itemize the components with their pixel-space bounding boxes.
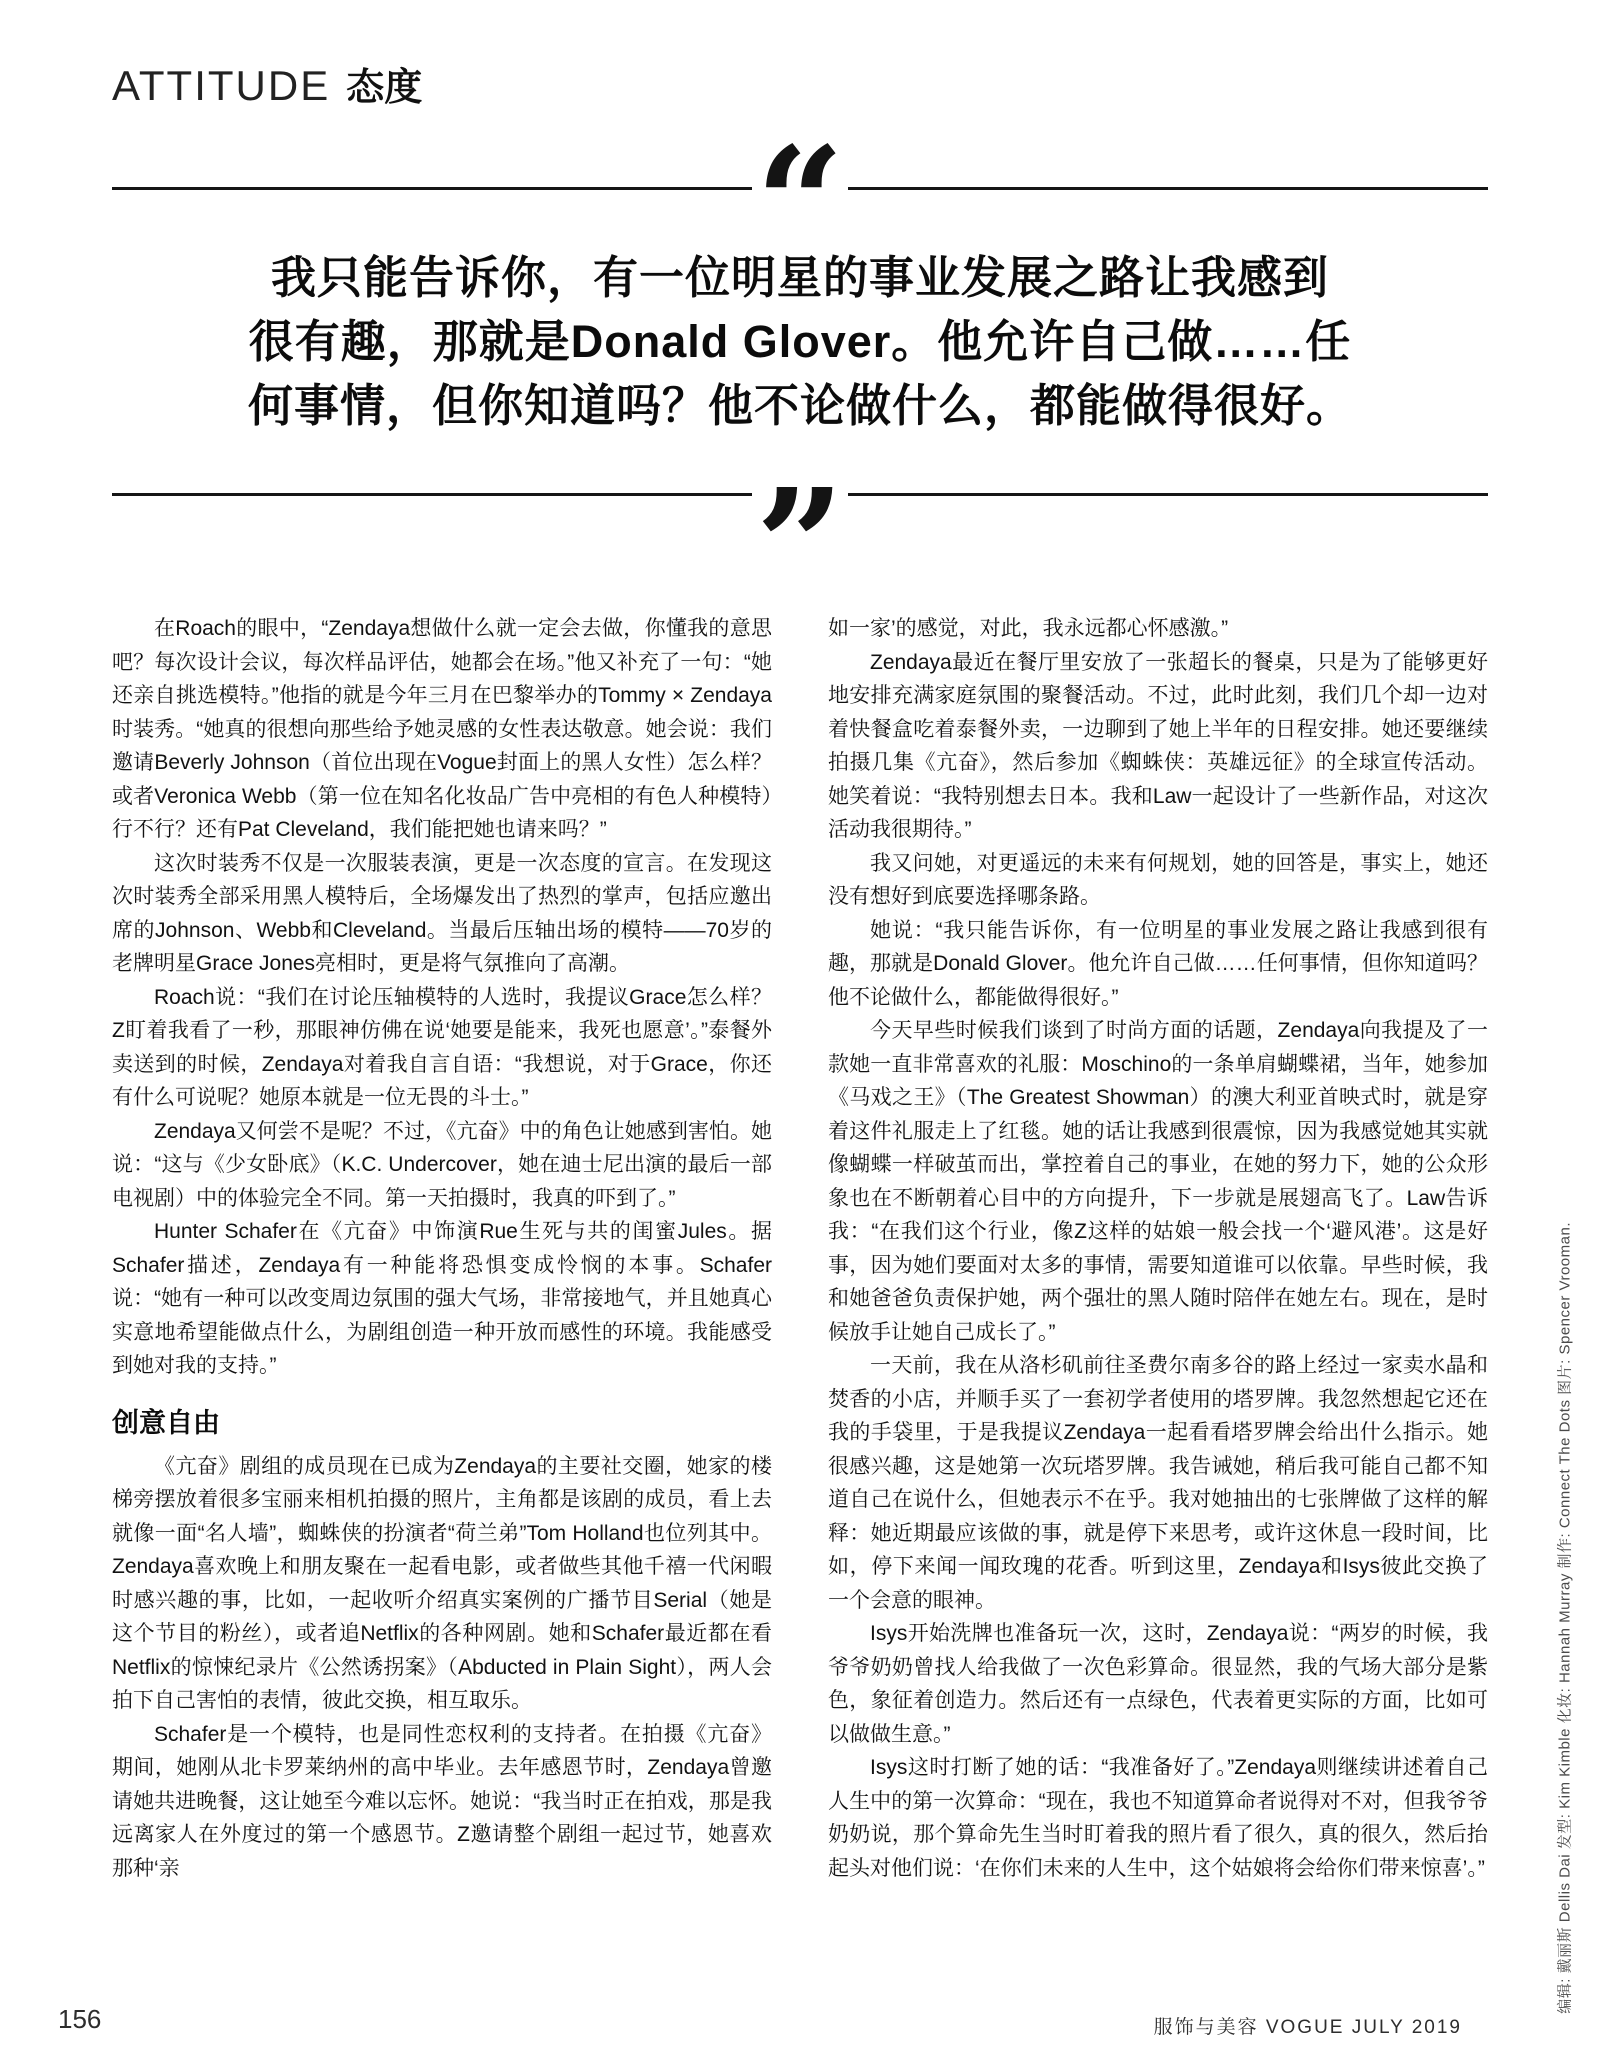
- open-quote-icon: “: [755, 112, 845, 295]
- paragraph: Roach说：“我们在讨论压轴模特的人选时，我提议Grace怎么样？Z盯着我看了一秒，那眼神仿佛在说‘她要是能来，我死也愿意’。”泰餐外卖送到的时候，Zendaya对着我自言自语：“我想说，对于Grace，你还有什么可说呢？她原本就是一位无畏的斗士。”: [112, 985, 772, 1109]
- section-header: [112, 56, 422, 111]
- pull-quote-line: 很有趣，那就是Donald Glover。他允许自己做……任: [248, 316, 1352, 367]
- subheading-creative-freedom: 创意自由: [112, 1407, 220, 1438]
- paragraph: Zendaya最近在餐厅里安放了一张超长的餐桌，只是为了能够更好地安排充满家庭氛围的聚餐活动。不过，此时此刻，我们几个却一边对着快餐盒吃着泰餐外卖，一边聊到了她上半年的日程安排。她还要继续拍摄几集《亢奋》，然后参加《蜘蛛侠：英雄远征》的全球宣传活动。她笑着说：“我特别想去日本。我和Law一起设计了一些新作品，对这次活动我很期待。”: [828, 650, 1488, 841]
- paragraph: 《亢奋》剧组的成员现在已成为Zendaya的主要社交圈，她家的楼梯旁摆放着很多宝丽来相机拍摄的照片，主角都是该剧的成员，看上去就像一面“名人墙”，蜘蛛侠的扮演者“荷兰弟”Tom Holland也位列其中。Zendaya喜欢晚上和朋友聚在一起看电影，或者做些其他千禧一代闲暇时感兴趣的事，比如，一起收听介绍真实案例的广播节目Serial（她是这个节目的粉丝），或者追Netflix的各种网剧。她和Schafer最近都在看Netflix的惊悚纪录片《公然诱拐案》（Abducted in Plain Sight），两人会拍下自己害怕的表情，彼此交换，相互取乐。: [112, 1454, 772, 1712]
- paragraph: 如一家’的感觉，对此，我永远都心怀感激。”: [828, 617, 1229, 640]
- pull-quote-line: 我只能告诉你，有一位明星的事业发展之路让我感到: [270, 252, 1329, 303]
- paragraph: 在Roach的眼中，“Zendaya想做什么就一定会去做，你懂我的意思吧？每次设计会议，每次样品评估，她都会在场。”他又补充了一句：“她还亲自挑选模特。”他指的就是今年三月在巴黎举办的Tommy × Zendaya时装秀。“她真的很想向那些给予她灵感的女性表达敬意。她会说：我们邀请Beverly Johnson（首位出现在Vogue封面上的黑人女性）怎么样？或者Veronica Webb（第一位在知名化妆品广告中亮相的有色人种模特）行不行？还有Pat Cleveland，我们能把她也请来吗？”: [112, 617, 772, 841]
- photo-credits: 编辑: 戴丽斯 Dellis Dai 发型: Kim Kimble 化妆: Hannah Murray 制作: Connect The Dots 图片: Spencer Vrooman.: [1557, 1222, 1574, 2014]
- article-body: [112, 612, 1488, 1885]
- magazine-name: 服饰与美容 VOGUE JULY 2019: [1153, 2017, 1462, 2038]
- page-number: 156: [58, 2004, 102, 2034]
- paragraph: 她说：“我只能告诉你，有一位明星的事业发展之路让我感到很有趣，那就是Donald Glover。他允许自己做……任何事情，但你知道吗？他不论做什么，都能做得很好。”: [828, 918, 1488, 1009]
- paragraph: Isys开始洗牌也准备玩一次，这时，Zendaya说：“两岁的时候，我爷爷奶奶曾找人给我做了一次色彩算命。很显然，我的气场大部分是紫色，象征着创造力。然后还有一点绿色，代表着更实际的方面，比如可以做做生意。”: [828, 1622, 1488, 1746]
- paragraph: Zendaya又何尝不是呢？不过，《亢奋》中的角色让她感到害怕。她说：“这与《少女卧底》（K.C. Undercover，她在迪士尼出演的最后一部电视剧）中的体验完全不同。第一天拍摄时，我真的吓到了。”: [112, 1119, 772, 1210]
- paragraph: 我又问她，对更遥远的未来有何规划，她的回答是，事实上，她还没有想好到底要选择哪条路。: [828, 851, 1488, 908]
- paragraph: Schafer是一个模特，也是同性恋权利的支持者。在拍摄《亢奋》期间，她刚从北卡罗莱纳州的高中毕业。去年感恩节时，Zendaya曾邀请她共进晚餐，这让她至今难以忘怀。她说：“我当时正在拍戏，那是我远离家人在外度过的第一个感恩节。Z邀请整个剧组一起过节，她喜欢那种‘亲: [112, 1722, 772, 1880]
- pull-quote: [120, 246, 1480, 438]
- pull-quote-line: 何事情，但你知道吗？他不论做什么，都能做得很好。: [247, 380, 1352, 431]
- paragraph: Isys这时打断了她的话：“我准备好了。”Zendaya则继续讲述着自己人生中的第一次算命：“现在，我也不知道算命者说得对不对，但我爷爷奶奶说，那个算命先生当时盯着我的照片看了很久，真的很久，然后抬起头对他们说：‘在你们未来的人生中，这个姑娘将会给你们带来惊喜’。”: [828, 1756, 1488, 1880]
- left-column: [112, 612, 772, 1885]
- close-quote-icon: ”: [755, 454, 845, 637]
- paragraph: Hunter Schafer在《亢奋》中饰演Rue生死与共的闺蜜Jules。据Schafer描述，Zendaya有一种能将恐惧变成怜悯的本事。Schafer说：“她有一种可以改变周边氛围的强大气场，非常接地气，并且她真心实意地希望能做点什么，为剧组创造一种开放而感性的环境。我能感受到她对我的支持。”: [112, 1220, 772, 1377]
- section-title-zh: 态度: [346, 67, 423, 109]
- paragraph: 这次时装秀不仅是一次服装表演，更是一次态度的宣言。在发现这次时装秀全部采用黑人模特后，全场爆发出了热烈的掌声，包括应邀出席的Johnson、Webb和Cleveland。当最后压轴出场的模特——70岁的老牌明星Grace Jones亮相时，更是将气氛推向了高潮。: [112, 851, 772, 975]
- paragraph: 今天早些时候我们谈到了时尚方面的话题，Zendaya向我提及了一款她一直非常喜欢的礼服：Moschino的一条单肩蝴蝶裙，当年，她参加《马戏之王》（The Greatest Showman）的澳大利亚首映式时，就是穿着这件礼服走上了红毯。她的话让我感到很震惊，因为我感觉她其实就像蝴蝶一样破茧而出，掌控着自己的事业，在她的努力下，她的公众形象也在不断朝着心目中的方向提升，下一步就是展翅高飞了。Law告诉我：“在我们这个行业，像Z这样的姑娘一般会找一个‘避风港’。这是好事，因为她们要面对太多的事情，需要知道谁可以依靠。早些时候，我和她爸爸负责保护她，两个强壮的黑人随时陪伴在她左右。现在，是时候放手让她自己成长了。”: [828, 1019, 1488, 1344]
- section-title-en: ATTITUDE: [112, 62, 331, 109]
- right-column: [828, 612, 1488, 1885]
- paragraph: 一天前，我在从洛杉矶前往圣费尔南多谷的路上经过一家卖水晶和焚香的小店，并顺手买了一套初学者使用的塔罗牌。我忽然想起它还在我的手袋里，于是我提议Zendaya一起看看塔罗牌会给出什么指示。她很感兴趣，这是她第一次玩塔罗牌。我告诫她，稍后我可能自己都不知道自己在说什么，但她表示不在乎。我对她抽出的七张牌做了这样的解释：她近期最应该做的事，就是停下来思考，或许这休息一段时间，比如，停下来闻一闻玫瑰的花香。听到这里，Zendaya和Isys彼此交换了一个会意的眼神。: [828, 1354, 1488, 1612]
